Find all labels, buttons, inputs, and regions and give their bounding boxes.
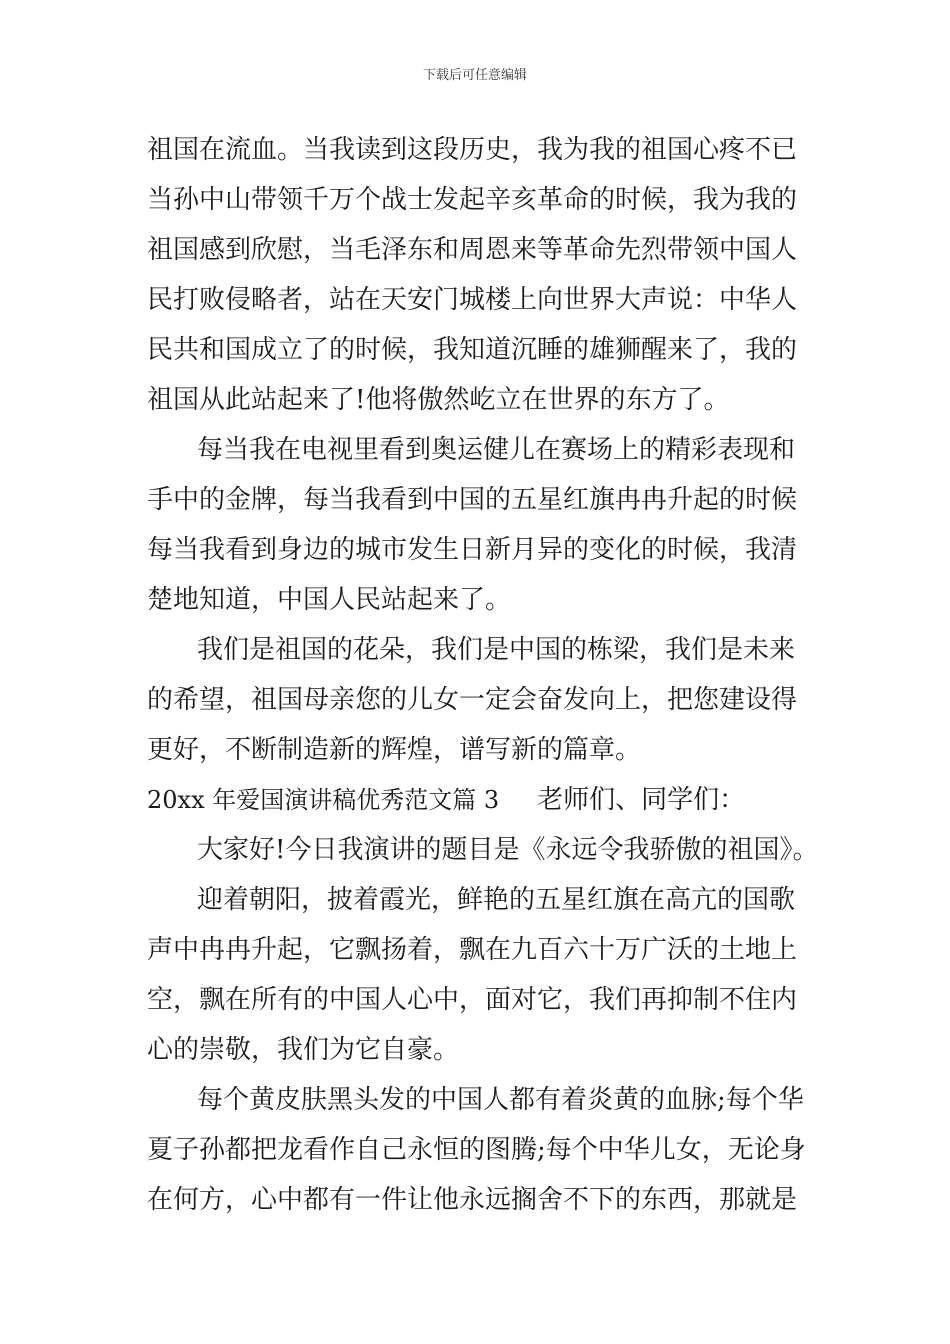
text-line: 更好，不断制造新的辉煌，谱写新的篇章。 xyxy=(147,735,642,765)
text-line: 心的崇敬，我们为它自豪。 xyxy=(147,1035,460,1065)
text-line: 夏子孙都把龙看作自己永恒的图腾;每个中华儿女，无论身 xyxy=(147,1135,806,1165)
text-line: 每当我看到身边的城市发生日新月异的变化的时候，我清 xyxy=(147,535,798,565)
text-line: 祖国从此站起来了!他将傲然屹立在世界的东方了。 xyxy=(147,385,730,415)
text-line: 在何方，心中都有一件让他永远搁舍不下的东西，那就是 xyxy=(147,1185,798,1215)
text-line: 每当我在电视里看到奥运健儿在赛场上的精彩表现和 xyxy=(197,435,796,465)
text-line: 民共和国成立了的时候，我知道沉睡的雄狮醒来了，我的 xyxy=(147,335,798,365)
section-title-line xyxy=(147,783,745,817)
text-line: 当孙中山带领千万个战士发起辛亥革命的时候，我为我的 xyxy=(147,185,798,215)
text-line: 大家好!今日我演讲的题目是《永远令我骄傲的祖国》。 xyxy=(197,835,819,865)
text-line: 手中的金牌，每当我看到中国的五星红旗冉冉升起的时候 xyxy=(147,485,798,515)
text-line: 楚地知道，中国人民站起来了。 xyxy=(147,585,512,615)
text-line: 的希望，祖国母亲您的儿女一定会奋发向上，把您建设得 xyxy=(147,685,798,715)
section-title: 20xx 年爱国演讲稿优秀范文篇 3 xyxy=(147,786,500,814)
text-line: 空，飘在所有的中国人心中，面对它，我们再抑制不住内 xyxy=(147,985,798,1015)
section-greeting: 老师们、同学们： xyxy=(537,785,746,815)
text-line: 每个黄皮肤黑头发的中国人都有着炎黄的血脉;每个华 xyxy=(197,1085,804,1115)
text-line: 祖国在流血。当我读到这段历史，我为我的祖国心疼不已 xyxy=(147,135,798,165)
text-line: 声中冉冉升起，它飘扬着，飘在九百六十万广沃的土地上 xyxy=(147,935,798,965)
text-line: 迎着朝阳，披着霞光，鲜艳的五星红旗在高亢的国歌 xyxy=(197,885,796,915)
text-line: 祖国感到欣慰，当毛泽东和周恩来等革命先烈带领中国人 xyxy=(147,235,798,265)
text-line: 民打败侵略者，站在天安门城楼上向世界大声说：中华人 xyxy=(147,285,798,315)
page-header: 下载后可任意编辑 xyxy=(422,68,527,83)
text-line: 我们是祖国的花朵，我们是中国的栋梁，我们是未来 xyxy=(197,635,796,665)
